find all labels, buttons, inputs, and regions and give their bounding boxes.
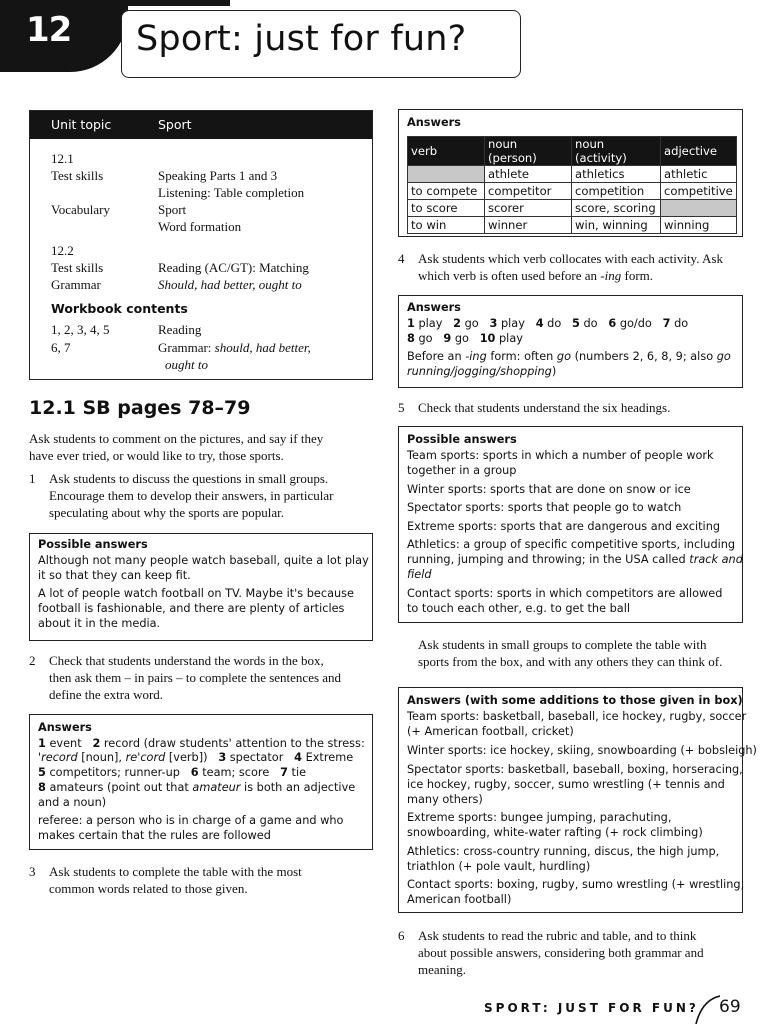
workbook-heading: Workbook contents [51,301,188,316]
box-title: Possible answers [38,538,148,551]
answer-line: triathlon (+ pole vault, hurdling) [407,860,591,873]
item-text: Ask students which verb collocates with each activity. Ask [418,251,723,266]
item-text: Ask students to read the rubric and table, and to think [418,928,697,943]
item-number: 2 [29,653,36,668]
box-title: Answers (with some additions to those given in box) [407,694,743,707]
answer-line: 8 go 9 go 10 play [407,332,523,345]
unit-topic-value: Sport [158,117,192,132]
answer-line: Extreme sports: sports that are dangerous and exciting [407,520,721,533]
row-label: Test skills [51,168,104,183]
item-text: sports from the box, and with any others they can think of. [418,654,723,669]
answer-line: Athletics: a group of specific competitive sports, including [407,538,736,551]
table-cell: athletic [661,166,737,183]
box-title: Possible answers [407,433,517,446]
table-cell: scorer [485,200,572,217]
table-header: noun (activity) [572,137,661,166]
table-header: noun (person) [485,137,572,166]
row-label: 6, 7 [51,340,71,355]
page-corner-slash-icon [694,994,720,1024]
table-cell: win, winning [572,217,661,234]
answer-text: football is fashionable, and there are plenty of articles [38,602,345,615]
unit-number: 12 [26,10,72,50]
answer-line: American football) [407,893,512,906]
answer-line: Spectator sports: sports that people go to watch [407,501,682,514]
item-number: 1 [29,471,36,486]
answer-line: Spectator sports: basketball, baseball, boxing, horseracing, [407,763,743,776]
row-label: Test skills [51,260,104,275]
table-cell: athletics [572,166,661,183]
answer-line: together in a group [407,464,517,477]
item-text: Ask students to discuss the questions in small groups. [49,471,329,486]
word-formation-table-wrap [407,136,737,234]
table-cell: competition [572,183,661,200]
row-value: Grammar: should, had better, [158,340,311,355]
answer-line: 1 play 2 go 3 play 4 do 5 do 6 go/do 7 do [407,317,689,330]
page-number: 69 [719,997,741,1017]
table-cell: to score [408,200,485,217]
table-header: verb [408,137,485,166]
table-row [408,200,737,217]
answer-line: ice hockey, rugby, soccer, sumo wrestling (+ tennis and [407,778,725,791]
table-row [408,183,737,200]
item-text: Ask students to complete the table with the most [49,864,302,879]
answer-line: (+ American football, cricket) [407,725,574,738]
box-title: Answers [407,116,461,129]
item-text: common words related to those given. [49,881,248,896]
item-text: Encourage them to develop their answers, in particular [49,488,334,503]
section-number: 12.1 [51,151,74,166]
answer-line: Team sports: sports in which a number of people work [407,449,714,462]
answer-line: running, jumping and throwing; in the USA called track and [407,553,743,566]
item-text: Ask students in small groups to complete the table with [418,637,707,652]
answer-text: A lot of people watch football on TV. Maybe it's because [38,587,354,600]
box-title: Answers [38,721,92,734]
answer-line: Contact sports: sports in which competitors are allowed [407,587,723,600]
answer-line: running/jogging/shopping) [407,365,557,378]
row-value: Listening: Table completion [158,185,305,200]
answer-line: field [407,568,432,581]
answer-text: it so that they can keep fit. [38,569,191,582]
answer-text: about it in the media. [38,617,161,630]
running-title: SPORT: JUST FOR FUN? [484,1001,699,1015]
table-cell: winner [485,217,572,234]
answer-line: makes certain that the rules are followed [38,829,271,842]
table-cell: score, scoring [572,200,661,217]
answer-line: 5 competitors; runner-up 6 team; score 7 tie [38,766,307,779]
answer-line: Extreme sports: bungee jumping, parachuting, [407,811,672,824]
answer-line: to touch each other, e.g. to get the ball [407,602,630,615]
item-number: 5 [398,400,405,415]
answer-line: 'record [noun], re'cord [verb]) 3 spectator 4 Extreme [38,751,354,764]
unit-topic-label: Unit topic [51,117,112,132]
table-cell [661,200,737,217]
item-text: define the extra word. [49,687,164,702]
answer-line: snowboarding, white-water rafting (+ rock climbing) [407,826,703,839]
section-number: 12.2 [51,243,74,258]
item-number: 3 [29,864,36,879]
answer-line: Contact sports: boxing, rugby, sumo wrestling (+ wrestling, [407,878,745,891]
item-text: Check that students understand the six headings. [418,400,671,415]
item-number: 6 [398,928,405,943]
table-cell: athlete [485,166,572,183]
table-cell: competitor [485,183,572,200]
answer-line: and a noun) [38,796,107,809]
table-row [408,217,737,234]
section-heading: 12.1 SB pages 78–79 [29,397,251,419]
answer-line: 1 event 2 record (draw students' attention to the stress: [38,737,365,750]
table-cell [408,166,485,183]
item-number: 4 [398,251,405,266]
item-text: speculating about why the sports are popular. [49,505,285,520]
unit-title: Sport: just for fun? [136,19,467,59]
word-formation-table [407,136,737,234]
box-title: Answers [407,301,461,314]
answer-line: referee: a person who is in charge of a game and who [38,814,344,827]
row-value: Speaking Parts 1 and 3 [158,168,278,183]
row-value: Reading (AC/GT): Matching [158,260,309,275]
item-text: which verb is often used before an -ing form. [418,268,654,283]
table-header: adjective [661,137,737,166]
item-text: about possible answers, considering both grammar and [418,945,704,960]
table-header-row [408,137,737,166]
answer-line: 8 amateurs (point out that amateur is both an adjective [38,781,356,794]
table-cell: to win [408,217,485,234]
item-text: meaning. [418,962,467,977]
answer-line: many others) [407,793,483,806]
row-label: Grammar [51,277,101,292]
answer-line: Winter sports: sports that are done on snow or ice [407,483,691,496]
table-cell: to compete [408,183,485,200]
row-value: Sport [158,202,187,217]
table-cell: winning [661,217,737,234]
table-cell: competitive [661,183,737,200]
table-row [408,166,737,183]
answer-line: Winter sports: ice hockey, skiing, snowboarding (+ bobsleigh) [407,744,757,757]
answer-text: Although not many people watch baseball, quite a lot play [38,554,369,567]
row-value: ought to [165,357,208,372]
row-label: Vocabulary [51,202,110,217]
answer-line: Before an -ing form: often go (numbers 2, 6, 8, 9; also go [407,350,731,363]
answer-line: Athletics: cross-country running, discus, the high jump, [407,845,720,858]
row-value: Should, had better, ought to [158,277,302,292]
answer-line: Team sports: basketball, baseball, ice hockey, rugby, soccer [407,710,747,723]
item-text: Check that students understand the words in the box, [49,653,324,668]
intro-text: have ever tried, or would like to try, those sports. [29,448,284,463]
row-label: 1, 2, 3, 4, 5 [51,322,110,337]
row-value: Reading [158,322,202,337]
item-text: then ask them – in pairs – to complete the sentences and [49,670,342,685]
intro-text: Ask students to comment on the pictures, and say if they [29,431,324,446]
row-value: Word formation [158,219,242,234]
